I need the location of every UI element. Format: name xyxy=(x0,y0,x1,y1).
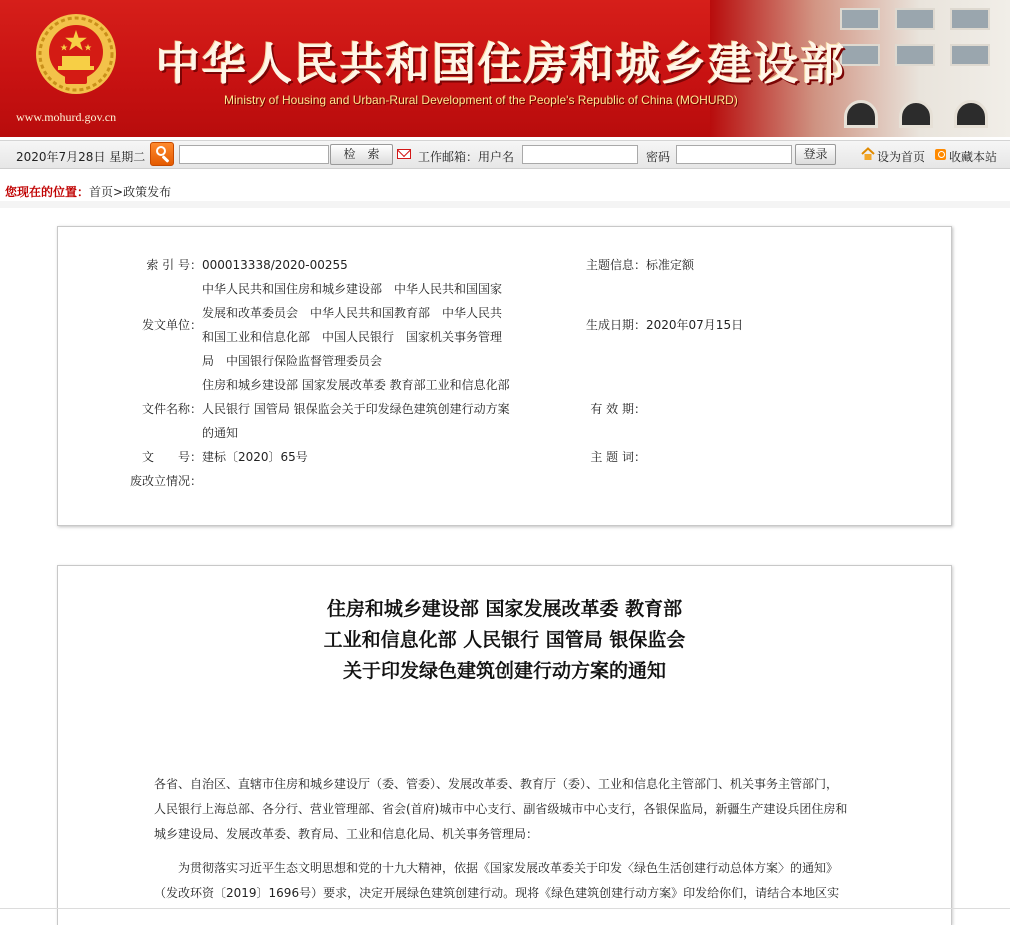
article-panel xyxy=(57,565,952,925)
top-toolbar xyxy=(0,140,1010,169)
date-label: 生成日期： xyxy=(585,318,646,332)
subject-label: 主 题 词： xyxy=(590,450,646,464)
body-line: （发改环资〔2019〕1696号）要求，决定开展绿色建筑创建行动。现将《绿色建筑创建行动方案》印发给你们，请结合本地区实 xyxy=(154,886,840,900)
topic-label: 主题信息： xyxy=(585,258,646,272)
set-homepage-link[interactable]: 设为首页 xyxy=(877,150,926,164)
breadcrumb xyxy=(5,183,171,200)
site-title-english: Ministry of Housing and Urban-Rural Development of the People's Republic of China (MOHURD) xyxy=(224,93,738,107)
national-emblem-icon xyxy=(34,12,118,96)
topic-value: 标准定额 xyxy=(646,258,695,272)
index-value: 000013338/2020-00255 xyxy=(202,258,348,272)
issuer-line: 中华人民共和国住房和城乡建设部 中华人民共和国国家 xyxy=(202,282,503,296)
site-url: www.mohurd.gov.cn xyxy=(16,110,117,124)
breadcrumb-policy-link[interactable]: 政策发布 xyxy=(123,185,172,199)
issuer-value xyxy=(202,277,517,373)
article-title xyxy=(58,594,951,687)
bookmark-icon xyxy=(935,149,946,160)
breadcrumb-divider xyxy=(0,201,1010,208)
docno-value: 建标〔2020〕65号 xyxy=(202,450,308,464)
filename-value xyxy=(202,373,517,445)
title-line: 关于印发绿色建筑创建行动方案的通知 xyxy=(342,660,666,682)
body-paragraph xyxy=(154,856,854,906)
addressee-line: 人民银行上海总部、各分行、营业管理部、省会(首府)城市中心支行、副省级城市中心支行，各银保监局，新疆生产建设兵团住房和 xyxy=(154,802,848,816)
site-title: 中华人民共和国住房和城乡建设部 xyxy=(156,40,846,89)
site-banner xyxy=(0,0,1010,137)
issuer-line: 局 中国银行保险监督管理委员会 xyxy=(202,354,383,368)
filename-line: 住房和城乡建设部 国家发展改革委 教育部工业和信息化部 xyxy=(202,378,510,392)
password-input[interactable] xyxy=(676,145,792,164)
index-label: 索 引 号： xyxy=(146,258,202,272)
validity-label: 有 效 期： xyxy=(590,402,646,416)
password-label: 密码 xyxy=(646,150,671,164)
body-line: 为贯彻落实习近平生态文明思想和党的十九大精神，依据《国家发展改革委关于印发〈绿色生活创建行动总体方案〉的通知》 xyxy=(154,861,839,875)
addressee-line: 城乡建设局、发展改革委、教育局、工业和信息化局、机关事务管理局： xyxy=(154,827,539,841)
title-line: 工业和信息化部 人民银行 国管局 银保监会 xyxy=(323,629,686,651)
addressee-line: 各省、自治区、直辖市住房和城乡建设厅（委、管委）、发展改革委、教育厅（委）、工业和信息化主管部门、机关事务主管部门， xyxy=(154,777,839,791)
filename-line: 的通知 xyxy=(202,426,239,440)
bookmark-link[interactable]: 收藏本站 xyxy=(949,150,998,164)
search-icon[interactable] xyxy=(150,142,174,166)
home-icon xyxy=(861,147,875,161)
breadcrumb-home-link[interactable]: 首页 xyxy=(89,185,114,199)
issuer-label: 发文单位： xyxy=(141,318,202,332)
login-button[interactable]: 登录 xyxy=(795,144,836,165)
filename-line: 人民银行 国管局 银保监会关于印发绿色建筑创建行动方案 xyxy=(202,402,510,416)
username-input[interactable] xyxy=(522,145,638,164)
status-label: 废改立情况： xyxy=(129,474,202,488)
page-bottom-rule xyxy=(0,908,1010,909)
breadcrumb-lead: 您现在的位置： xyxy=(5,185,90,199)
addressee-paragraph xyxy=(154,772,854,847)
search-button[interactable]: 检 索 xyxy=(330,144,393,165)
title-line: 住房和城乡建设部 国家发展改革委 教育部 xyxy=(326,598,683,620)
filename-label: 文件名称： xyxy=(141,402,202,416)
docno-label: 文 号： xyxy=(141,450,202,464)
current-date: 2020年7月28日 星期二 xyxy=(16,150,146,164)
breadcrumb-separator: > xyxy=(113,185,124,199)
date-value: 2020年07月15日 xyxy=(646,318,744,332)
issuer-line: 和国工业和信息化部 中国人民银行 国家机关事务管理 xyxy=(202,330,503,344)
issuer-line: 发展和改革委员会 中华人民共和国教育部 中华人民共 xyxy=(202,306,503,320)
document-metadata-panel xyxy=(57,226,952,526)
search-input[interactable] xyxy=(179,145,329,164)
mail-label: 工作邮箱：用户名 xyxy=(418,150,515,164)
mail-icon xyxy=(397,149,411,159)
